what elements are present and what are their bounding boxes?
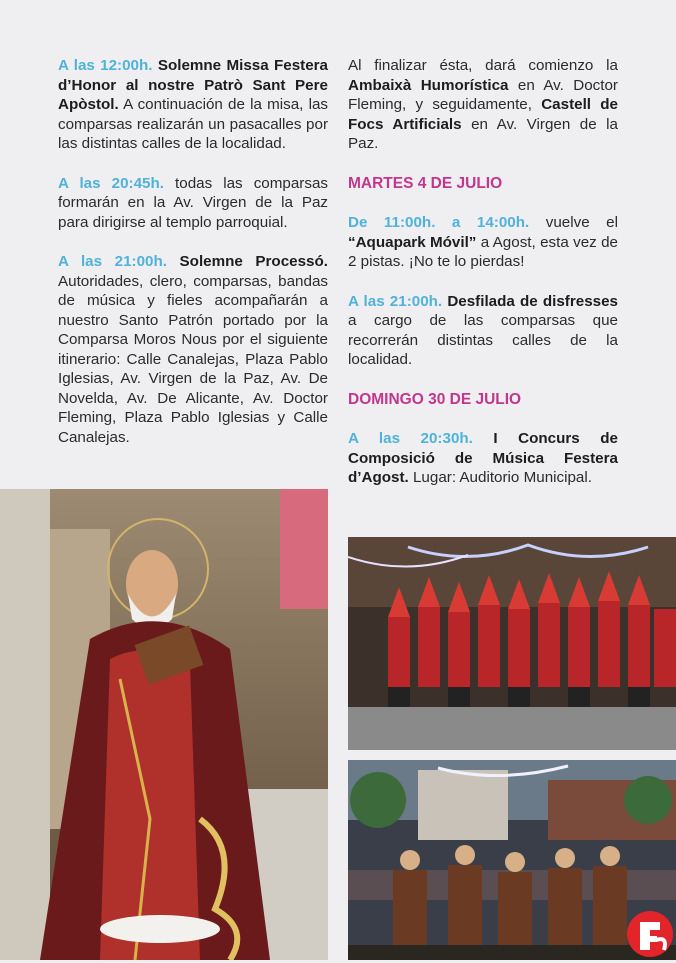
event-title: “Aquapark Móvil” [348, 233, 477, 251]
event-title: Solemne Missa Festera d’Honor al nostre Patrò Sant Pere Apòstol. [58, 57, 329, 113]
event-title: Castell de Focs Artificials [348, 96, 618, 133]
day-heading: DOMINGO 30 DE JULIO [348, 390, 522, 408]
event-text: Al finalizar ésta, dará comienzo la [348, 57, 618, 74]
event-title: Ambaixà Humorística [348, 76, 509, 94]
day-heading: MARTES 4 DE JULIO [348, 174, 503, 192]
event-paragraph [348, 213, 618, 272]
event-text: en Av. Doctor Fleming, y seguidamente, [348, 76, 618, 113]
event-time: A las 20:45h. [58, 174, 164, 192]
event-text: vuelve el [545, 214, 618, 231]
event-time: De 11:00h. a 14:00h. [348, 214, 530, 231]
saint-statue-photo [0, 489, 328, 960]
event-text: Autoridades, clero, comparsas, bandas de música y fieles acompañarán a nuestro Santo Patrón portado por la Comparsa Moros Nous por el siguiente itinerario: Calle Canalejas, Plaza Pablo Iglesias, Av. Virgen de la Paz, Av. De Novelda, Av. De Alicante, Av. Doctor Fleming, Plaza Pablo Iglesias y Calle Canalejas. [58, 272, 328, 446]
event-text: a Agost, esta vez de 2 pistas. ¡No te lo pierdas! [348, 233, 618, 270]
event-paragraph [348, 56, 618, 154]
event-text: A continuación de la misa, las comparsas realizarán un pasacalles por las distintas calles de la localidad. [58, 96, 328, 152]
event-time: A las 21:00h. [348, 292, 443, 310]
right-column [348, 56, 618, 508]
event-text: en Av. Virgen de la Paz. [348, 115, 618, 152]
event-paragraph [58, 174, 328, 233]
event-text: todas las comparsas formarán en la Av. Virgen de la Paz para dirigirse al templo parroquial. [58, 174, 328, 231]
event-text: Lugar: Auditorio Municipal. [412, 469, 592, 486]
event-paragraph [58, 56, 328, 154]
event-time: A las 20:30h. [348, 430, 473, 447]
left-column [58, 56, 328, 467]
event-text: a cargo de las comparsas que recorrerán distintas calles de la localidad. [348, 312, 618, 368]
event-title: Desfilada de disfresses [447, 292, 618, 310]
event-paragraph [58, 252, 328, 447]
red-costume-parade-photo [348, 537, 676, 750]
brand-logo-icon [626, 910, 674, 958]
event-time: A las 12:00h. [58, 57, 153, 74]
event-paragraph [348, 429, 618, 488]
event-time: A las 21:00h. [58, 253, 167, 270]
event-paragraph [348, 292, 618, 370]
event-title: I Concurs de Composició de Música Festera d’Agost. [348, 430, 618, 486]
event-title: Solemne Processó. [179, 253, 328, 270]
